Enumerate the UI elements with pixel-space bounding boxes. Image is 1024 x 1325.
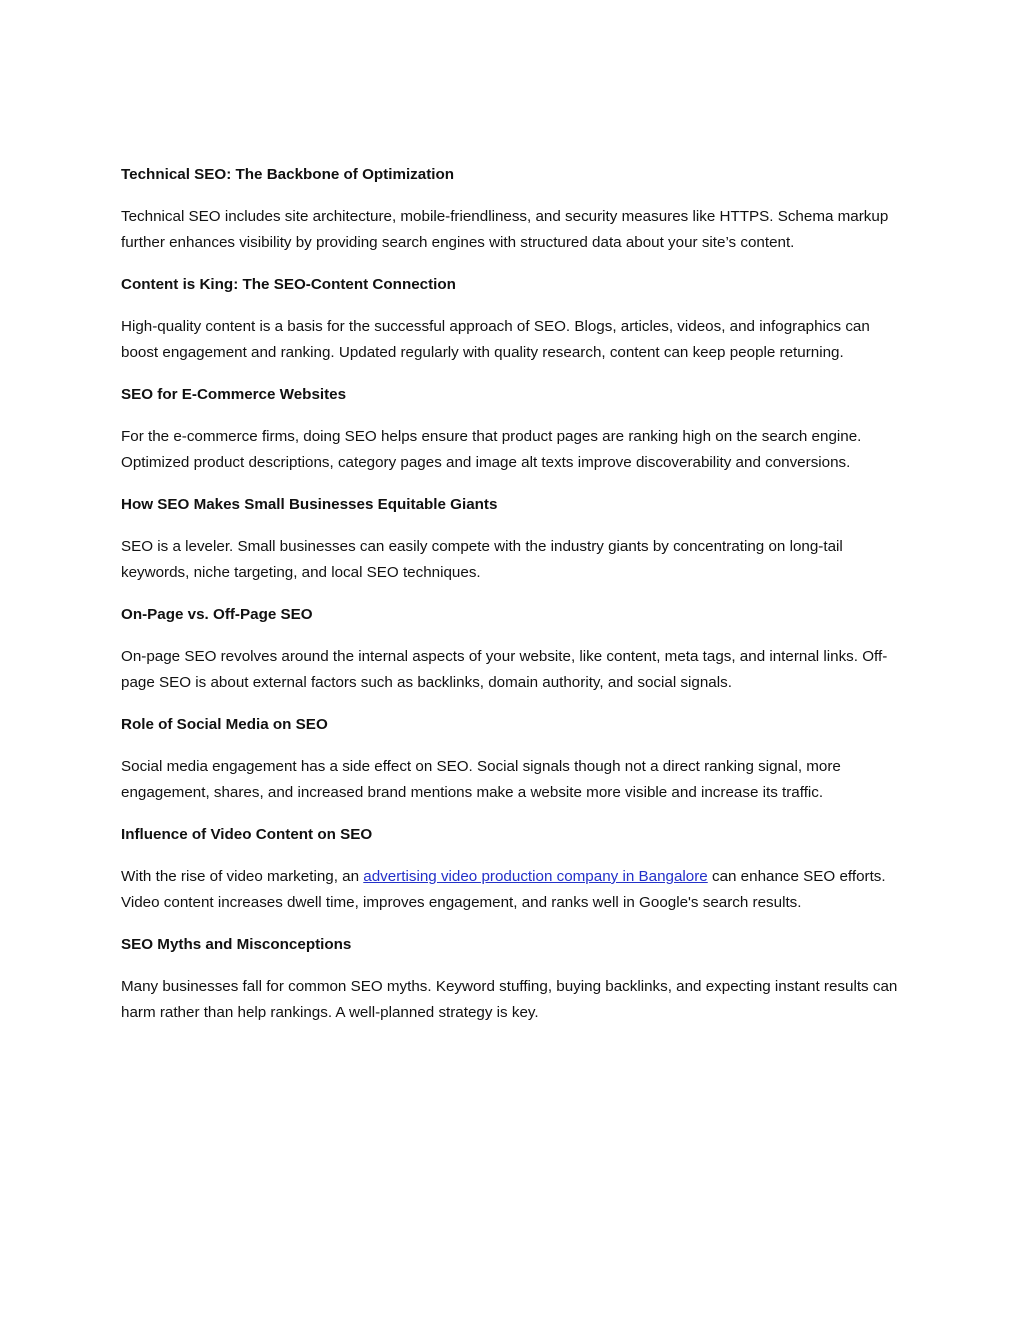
paragraph-content-is-king: High-quality content is a basis for the successful approach of SEO. Blogs, articles, videos, and infographics can boost engagement and ranking. Updated regularly with quality research, content can keep people returning. bbox=[121, 318, 870, 361]
document-body bbox=[121, 162, 903, 1042]
heading-seo-myths: SEO Myths and Misconceptions bbox=[121, 936, 352, 953]
heading-ecommerce-seo: SEO for E-Commerce Websites bbox=[121, 386, 347, 403]
video-production-link[interactable]: advertising video production company in Bangalore bbox=[363, 868, 708, 885]
paragraph-video-content bbox=[121, 864, 903, 916]
heading-video-content: Influence of Video Content on SEO bbox=[121, 826, 373, 843]
heading-small-businesses: How SEO Makes Small Businesses Equitable Giants bbox=[121, 496, 498, 513]
paragraph-onpage-offpage: On-page SEO revolves around the internal aspects of your website, like content, meta tags, and internal links. Off-page SEO is about external factors such as backlinks, domain authority, and social signals. bbox=[121, 648, 888, 691]
heading-onpage-offpage: On-Page vs. Off-Page SEO bbox=[121, 606, 313, 623]
paragraph-seo-myths: Many businesses fall for common SEO myths. Keyword stuffing, buying backlinks, and expecting instant results can harm rather than help rankings. A well-planned strategy is key. bbox=[121, 978, 898, 1021]
paragraph-technical-seo: Technical SEO includes site architecture, mobile-friendliness, and security measures like HTTPS. Schema markup further enhances visibility by providing search engines with structured data about your site’s content. bbox=[121, 208, 889, 251]
paragraph-video-text-after: can enhance SEO efforts. Video content increases dwell time, improves engagement, and ranks well in Google's search results. bbox=[121, 868, 886, 911]
paragraph-social-media: Social media engagement has a side effect on SEO. Social signals though not a direct ranking signal, more engagement, shares, and increased brand mentions make a website more visible and increase its traffic. bbox=[121, 758, 841, 801]
heading-technical-seo: Technical SEO: The Backbone of Optimization bbox=[121, 166, 455, 183]
paragraph-small-businesses: SEO is a leveler. Small businesses can easily compete with the industry giants by concentrating on long-tail keywords, niche targeting, and local SEO techniques. bbox=[121, 538, 843, 581]
heading-social-media: Role of Social Media on SEO bbox=[121, 716, 328, 733]
heading-content-is-king: Content is King: The SEO-Content Connection bbox=[121, 276, 456, 293]
paragraph-video-text-before: With the rise of video marketing, an bbox=[121, 868, 364, 885]
paragraph-ecommerce-seo: For the e-commerce firms, doing SEO helps ensure that product pages are ranking high on the search engine. Optimized product descriptions, category pages and image alt texts improve discoverability and conversions. bbox=[121, 428, 862, 471]
